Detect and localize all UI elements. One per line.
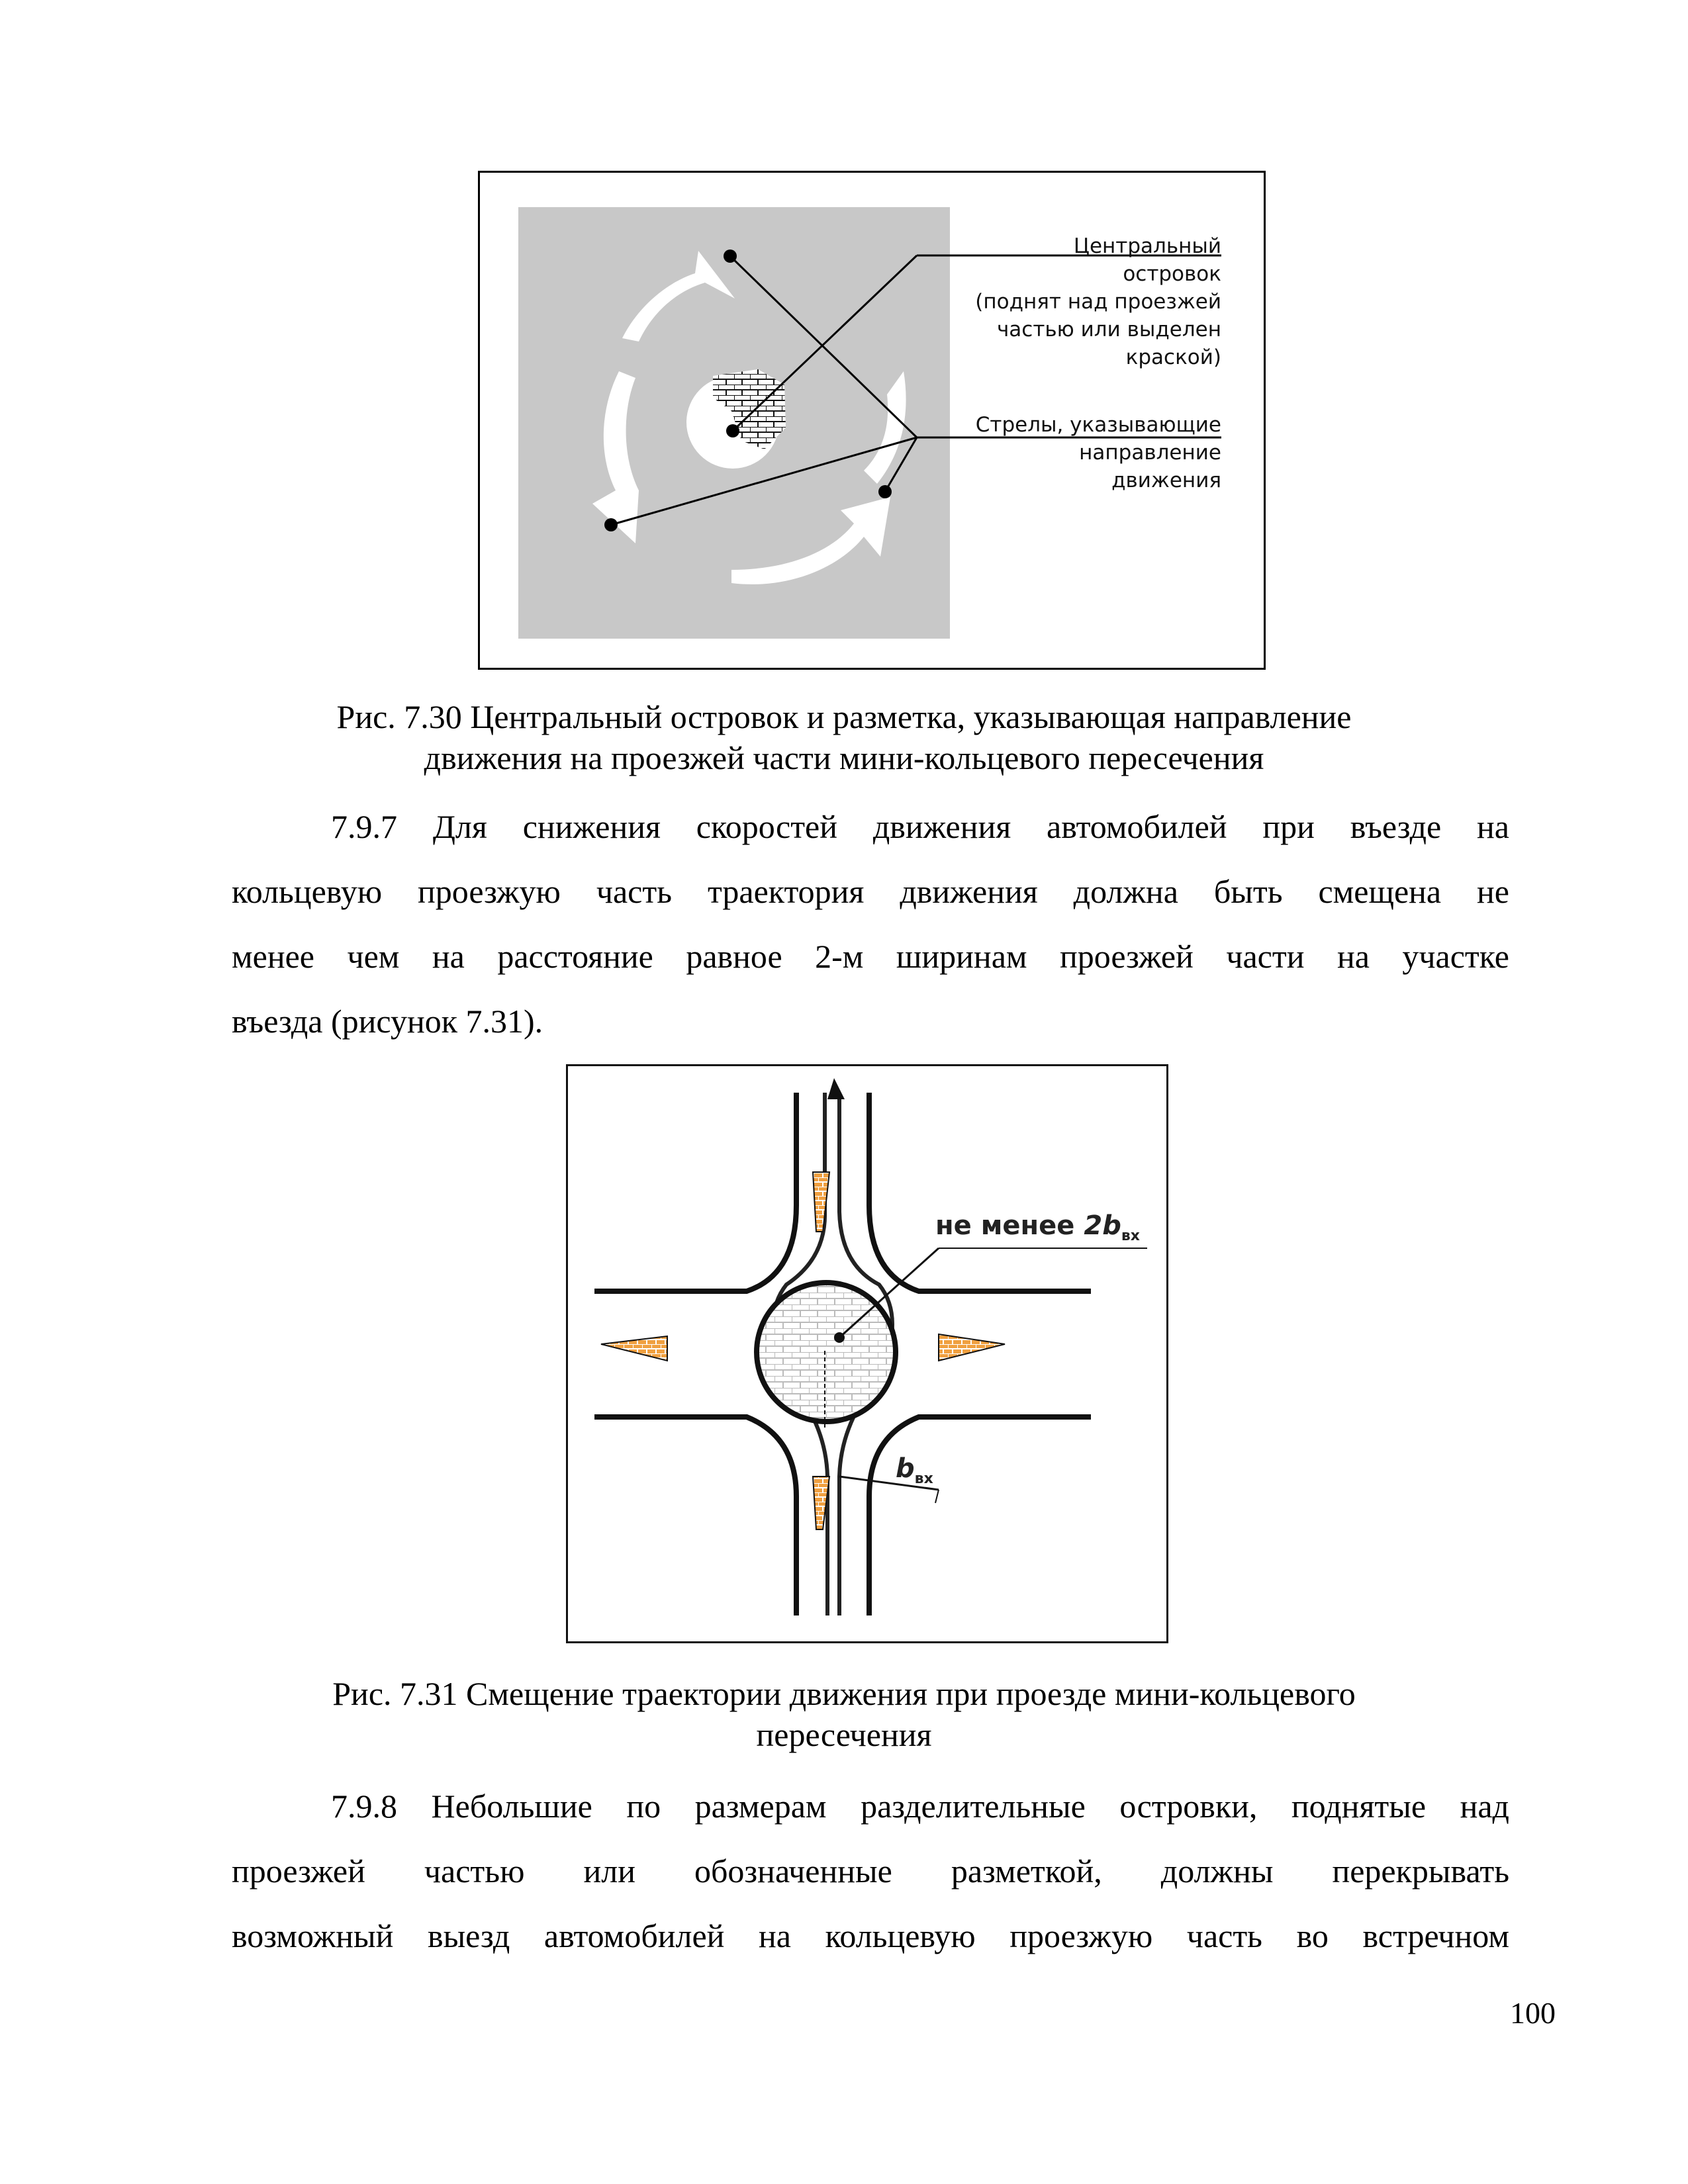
mini-roundabout-diagram bbox=[568, 1066, 1166, 1641]
splitter-east bbox=[939, 1334, 1005, 1361]
page-number: 100 bbox=[1510, 1996, 1556, 2030]
caption-figure-7-30: Рис. 7.30 Центральный островок и разметка, указывающая направление движения на проезжей части мини-кольцевого пересечения bbox=[336, 698, 1352, 776]
figure-7-31 bbox=[566, 1064, 1168, 1643]
paragraph-7-9-7: 7.9.7 Для снижения скоростей движения автомобилей при въезде на кольцевую проезжую часть траектория движения должна быть смещена не менее чем на расстояние равное 2-м ширинам проезжей части на участке въезда (рисунок 7.31). bbox=[232, 808, 1509, 1040]
arrows-label: Стрелы, указывающие направление движения bbox=[975, 413, 1221, 492]
central-island bbox=[757, 1283, 896, 1422]
central-island-label: Центральный островок (поднят над проезжей частью или выделен краской) bbox=[975, 234, 1221, 369]
paragraph-7-9-8: 7.9.8 Небольшие по размерам разделительные островки, поднятые над проезжей частью или обозначенные разметкой, должны перекрывать возможный выезд автомобилей на кольцевую проезжую часть во встречном bbox=[232, 1788, 1509, 1954]
figure-7-30 bbox=[478, 171, 1266, 670]
min-distance-label: не менее $2b_{вх}$ bbox=[935, 1210, 1140, 1244]
splitter-north bbox=[813, 1172, 829, 1232]
caption-figure-7-31: Рис. 7.31 Смещение траектории движения при проезде мини-кольцевого пересечения bbox=[332, 1675, 1356, 1753]
direction-arrow bbox=[827, 1078, 845, 1099]
entry-width-label: $b_{вх}$ bbox=[896, 1453, 933, 1487]
splitter-west bbox=[601, 1336, 667, 1361]
